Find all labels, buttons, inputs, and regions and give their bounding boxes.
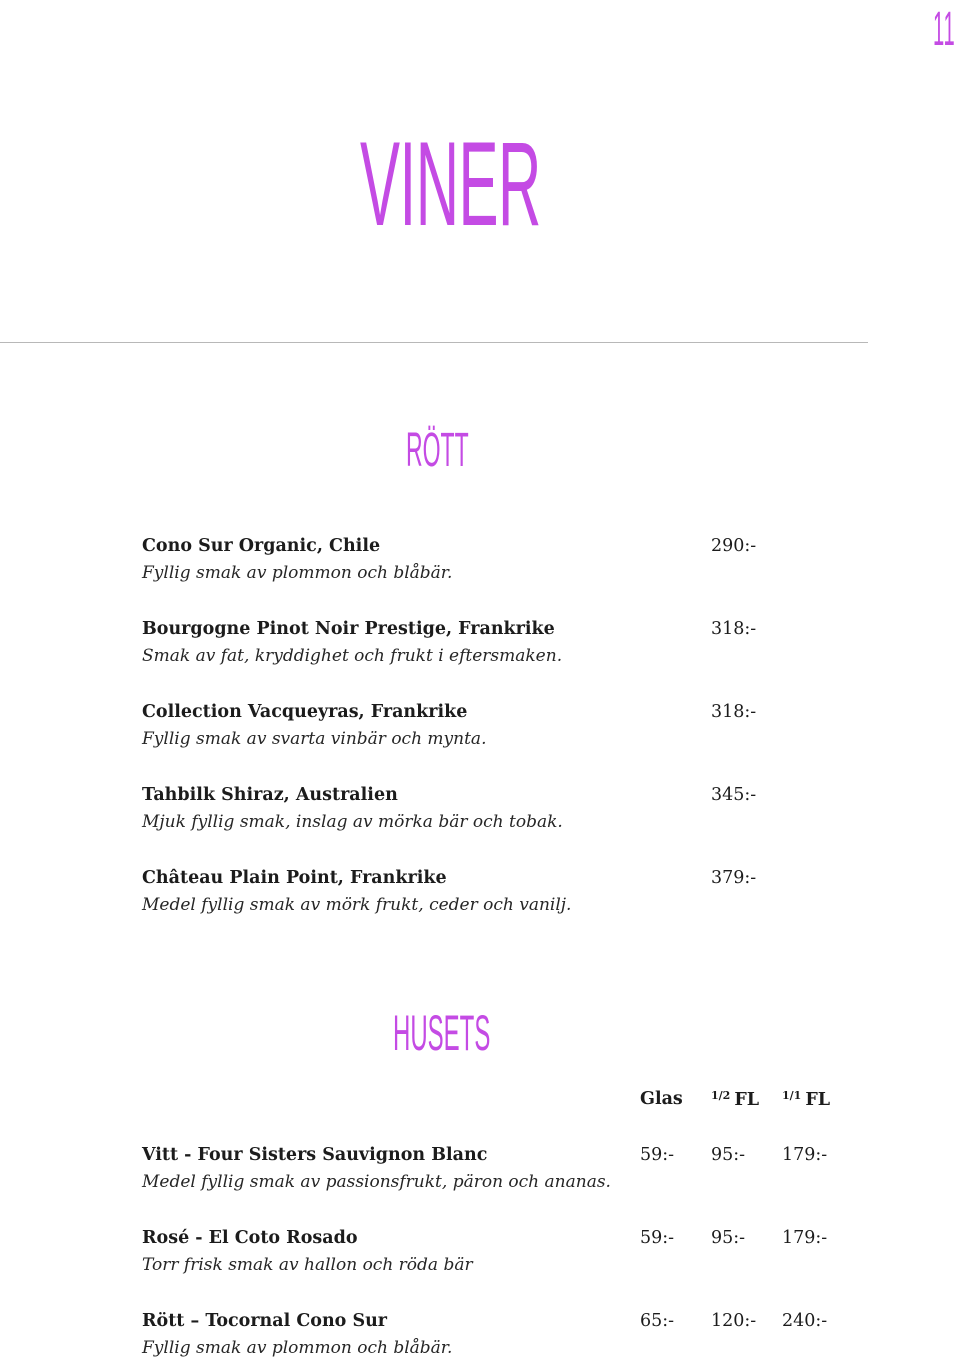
- price-glas: 59:-: [640, 1228, 675, 1248]
- half-unit: FL: [734, 1090, 760, 1110]
- column-header-glas: Glas: [640, 1089, 683, 1109]
- price-glas: 65:-: [640, 1311, 675, 1331]
- wine-price: 345:-: [711, 785, 757, 805]
- house-wine-item: [142, 1228, 842, 1278]
- column-header-half-bottle: [711, 1089, 759, 1110]
- house-wine-item: [142, 1145, 842, 1195]
- price-glas: 59:-: [640, 1145, 675, 1165]
- wine-name: Collection Vacqueyras, Frankrike: [142, 702, 468, 722]
- wine-description: Smak av fat, kryddighet och frukt i eftersmaken.: [142, 646, 563, 666]
- page-title: VINER: [360, 117, 541, 251]
- wine-name: Rosé - El Coto Rosado: [142, 1228, 358, 1248]
- wine-name: Vitt - Four Sisters Sauvignon Blanc: [142, 1145, 488, 1165]
- divider: [0, 342, 868, 343]
- wine-name: Cono Sur Organic, Chile: [142, 536, 381, 556]
- wine-item: [142, 868, 842, 918]
- wine-description: Fyllig smak av plommon och blåbär.: [142, 563, 453, 583]
- price-half-bottle: 95:-: [711, 1228, 746, 1248]
- column-header-full-bottle: [782, 1089, 830, 1110]
- wine-price: 290:-: [711, 536, 757, 556]
- price-full-bottle: 240:-: [782, 1311, 828, 1331]
- wine-item: [142, 619, 842, 669]
- house-wine-item: [142, 1311, 842, 1361]
- wine-price: 379:-: [711, 868, 757, 888]
- half-fraction: 1/2: [711, 1089, 731, 1102]
- wine-item: [142, 785, 842, 835]
- wine-description: Medel fyllig smak av passionsfrukt, päron och ananas.: [142, 1172, 611, 1192]
- section-heading-house: HUSETS: [393, 1005, 491, 1061]
- full-fraction: 1/1: [782, 1089, 802, 1102]
- wine-description: Fyllig smak av svarta vinbär och mynta.: [142, 729, 487, 749]
- wine-name: Château Plain Point, Frankrike: [142, 868, 447, 888]
- wine-item: [142, 536, 842, 586]
- wine-item: [142, 702, 842, 752]
- price-half-bottle: 95:-: [711, 1145, 746, 1165]
- wine-name: Tahbilk Shiraz, Australien: [142, 785, 398, 805]
- wine-description: Torr frisk smak av hallon och röda bär: [142, 1255, 473, 1275]
- price-full-bottle: 179:-: [782, 1145, 828, 1165]
- price-half-bottle: 120:-: [711, 1311, 757, 1331]
- wine-description: Fyllig smak av plommon och blåbär.: [142, 1338, 453, 1358]
- price-full-bottle: 179:-: [782, 1228, 828, 1248]
- wine-description: Mjuk fyllig smak, inslag av mörka bär och tobak.: [142, 812, 563, 832]
- full-unit: FL: [805, 1090, 831, 1110]
- wine-price: 318:-: [711, 702, 757, 722]
- page-number: 11: [933, 3, 956, 56]
- wine-description: Medel fyllig smak av mörk frukt, ceder och vanilj.: [142, 895, 572, 915]
- wine-name: Rött – Tocornal Cono Sur: [142, 1311, 388, 1331]
- section-heading-red: RÖTT: [406, 424, 469, 477]
- wine-price: 318:-: [711, 619, 757, 639]
- wine-name: Bourgogne Pinot Noir Prestige, Frankrike: [142, 619, 555, 639]
